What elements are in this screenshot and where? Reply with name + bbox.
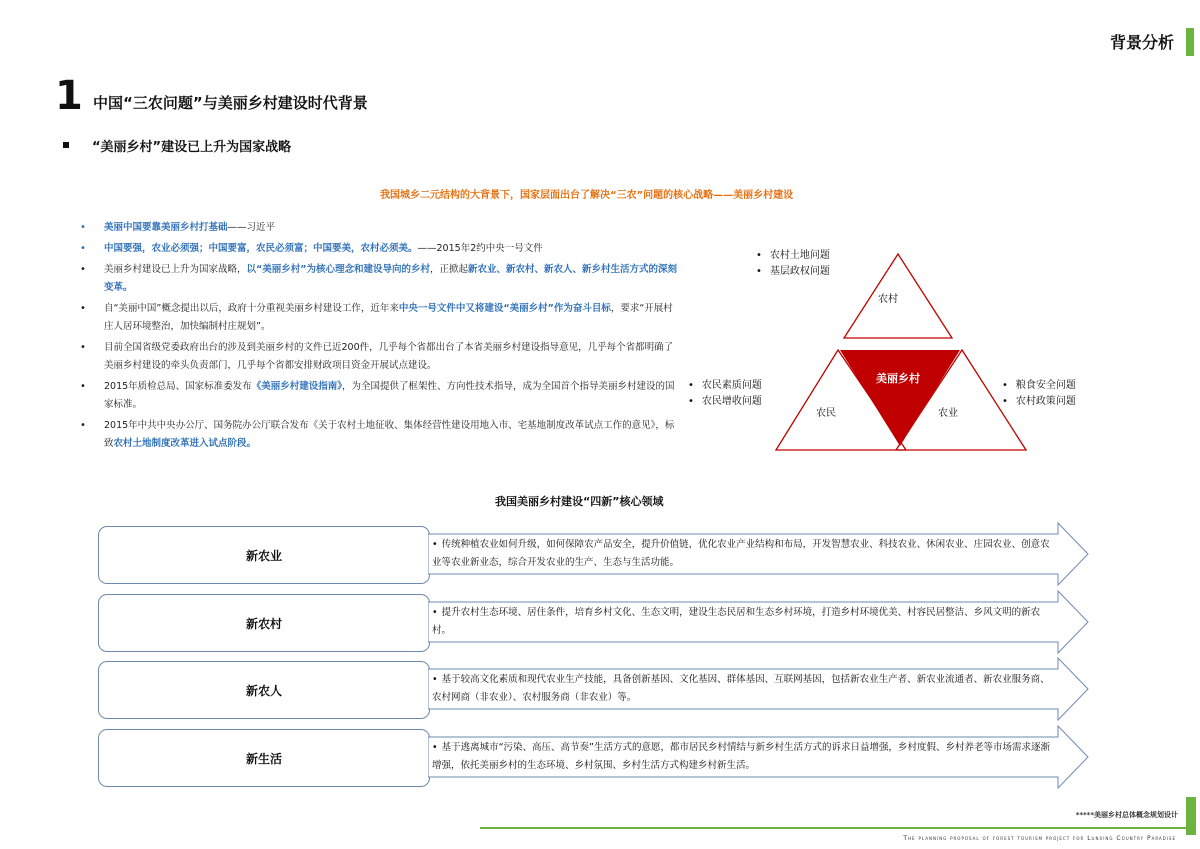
point-text: ，正掀起 xyxy=(430,264,469,275)
subsection-title: “美丽乡村”建设已上升为国家战略 xyxy=(92,140,292,155)
footer-rule xyxy=(480,827,1196,829)
core-area-description: • 基于逃离城市“污染、高压、高节奏”生活方式的意愿，都市居民乡村情结与新乡村生活方式的诉求日益增强，乡村度假、乡村养老等市场需求逐渐增强，依托美丽乡村的生态环境、乡村氛围、乡村生活方式构建乡村新生活。 xyxy=(432,739,1052,775)
point-text: 自“美丽中国”概念提出以后，政府十分重视美丽乡村建设工作，近年来 xyxy=(104,303,399,314)
top-triangle xyxy=(844,254,952,338)
point-text: 2015年中共中央办公厅、国务院办公厅联合发布《关于农村土地征收、集体经营性建设用地入市、宅基地制度改革试点工作的意见》，标致 xyxy=(104,420,675,449)
top-vertex-label: 农村 xyxy=(878,294,898,305)
highlighted-text: 农村土地制度改革进入试点阶段。 xyxy=(113,438,257,449)
policy-point xyxy=(80,261,680,297)
core-area-label: 新农业 xyxy=(98,526,430,584)
square-bullet-icon xyxy=(63,142,69,148)
footer-subtitle: The planning proposal of forest tourism project for Lunxing Country Paradise xyxy=(903,835,1176,842)
issue-item: • 农民素质问题 xyxy=(688,378,762,394)
core-area-description: • 提升农村生态环境、居住条件，培育乡村文化、生态文明，建设生态民居和生态乡村环境，打造乡村环境优美、村容民居整洁、乡风文明的新农村。 xyxy=(432,604,1052,640)
point-text: ——2015年2约中央一号文件 xyxy=(417,243,543,254)
three-rural-diagram xyxy=(680,240,1190,470)
policy-point xyxy=(80,240,680,258)
policy-point xyxy=(80,219,680,237)
issue-item: • 农村土地问题 xyxy=(756,248,830,264)
header-accent-bar xyxy=(1186,28,1194,56)
highlighted-text: 中国要强，农业必须强；中国要富，农民必须富；中国要美，农村必须美。 xyxy=(104,243,418,254)
center-triangle xyxy=(840,350,960,446)
right-vertex-label: 农业 xyxy=(938,408,958,419)
core-area-label: 新农村 xyxy=(98,594,430,652)
issue-item: • 农民增收问题 xyxy=(688,394,762,410)
highlighted-text: 新农业、新农村、新农人、新乡村生活方式的深刻变革。 xyxy=(104,264,678,293)
highlighted-text: 以“美丽乡村”为核心理念和建设导向的乡村 xyxy=(246,264,431,275)
left-issues-list xyxy=(688,378,762,410)
left-vertex-label: 农民 xyxy=(816,408,836,419)
core-area-arrow xyxy=(428,725,1092,789)
footer-accent-bar xyxy=(1186,797,1196,835)
section-title: 中国“三农问题”与美丽乡村建设时代背景 xyxy=(93,94,368,112)
issue-item: • 农村政策问题 xyxy=(1002,394,1076,410)
issue-item: • 粮食安全问题 xyxy=(1002,378,1076,394)
footer-title: *****美丽乡村总体概念规划设计 xyxy=(1075,811,1178,819)
point-text: ，要求“开展村庄人居环境整治，加快编制村庄规划”。 xyxy=(104,303,673,332)
policy-point xyxy=(80,339,680,375)
right-issues-list xyxy=(1002,378,1076,410)
core-area-arrow xyxy=(428,522,1092,586)
core-area-arrow xyxy=(428,657,1092,721)
point-text: ——习近平 xyxy=(227,222,276,233)
center-label: 美丽乡村 xyxy=(876,372,920,385)
policy-point xyxy=(80,378,680,414)
highlighted-text: 《美丽乡村建设指南》 xyxy=(251,381,342,392)
strategy-caption: 我国城乡二元结构的大背景下，国家层面出台了解决“三农”问题的核心战略——美丽乡村建设 xyxy=(380,190,794,201)
highlighted-text: 中央一号文件中又将建设“美丽乡村”作为奋斗目标 xyxy=(398,303,611,314)
core-area-description: • 基于较高文化素质和现代农业生产技能，具备创新基因、文化基因、群体基因、互联网基因，包括新农业生产者、新农业流通者、新农业服务商、农村网商（非农业）、农村服务商（非农业）等。 xyxy=(432,671,1052,707)
core-area-label: 新生活 xyxy=(98,729,430,787)
core-area-label: 新农人 xyxy=(98,661,430,719)
policy-point xyxy=(80,300,680,336)
point-text: 美丽乡村建设已上升为国家战略， xyxy=(104,264,247,275)
point-text: 目前全国省级党委政府出台的涉及到美丽乡村的文件已近200件，几乎每个省都出台了本省美丽乡村建设指导意见，几乎每个省都明确了美丽乡村建设的牵头负责部门，几乎每个省都安排财政项目资金开展试点建设。 xyxy=(104,342,674,371)
page-header-title: 背景分析 xyxy=(1109,33,1174,52)
point-text: 2015年质检总局、国家标准委发布 xyxy=(104,381,252,392)
core-area-arrow xyxy=(428,590,1092,654)
section-number: 1 xyxy=(55,73,83,119)
core-areas-title: 我国美丽乡村建设“四新”核心领域 xyxy=(495,495,664,508)
issue-item: • 基层政权问题 xyxy=(756,264,830,280)
core-area-description: • 传统种植农业如何升级，如何保障农产品安全，提升价值链，优化农业产业结构和布局，开发智慧农业、科技农业、休闲农业、庄园农业、创意农业等农业新业态，综合开发农业的生产、生态与生活功能。 xyxy=(432,536,1052,572)
highlighted-text: 美丽中国要靠美丽乡村打基础 xyxy=(104,222,228,233)
policy-points-list xyxy=(80,219,680,456)
top-issues-list xyxy=(756,248,830,280)
point-text: ，为全国提供了框架性、方向性技术指导，成为全国首个指导美丽乡村建设的国家标准。 xyxy=(104,381,675,410)
policy-point xyxy=(80,417,680,453)
